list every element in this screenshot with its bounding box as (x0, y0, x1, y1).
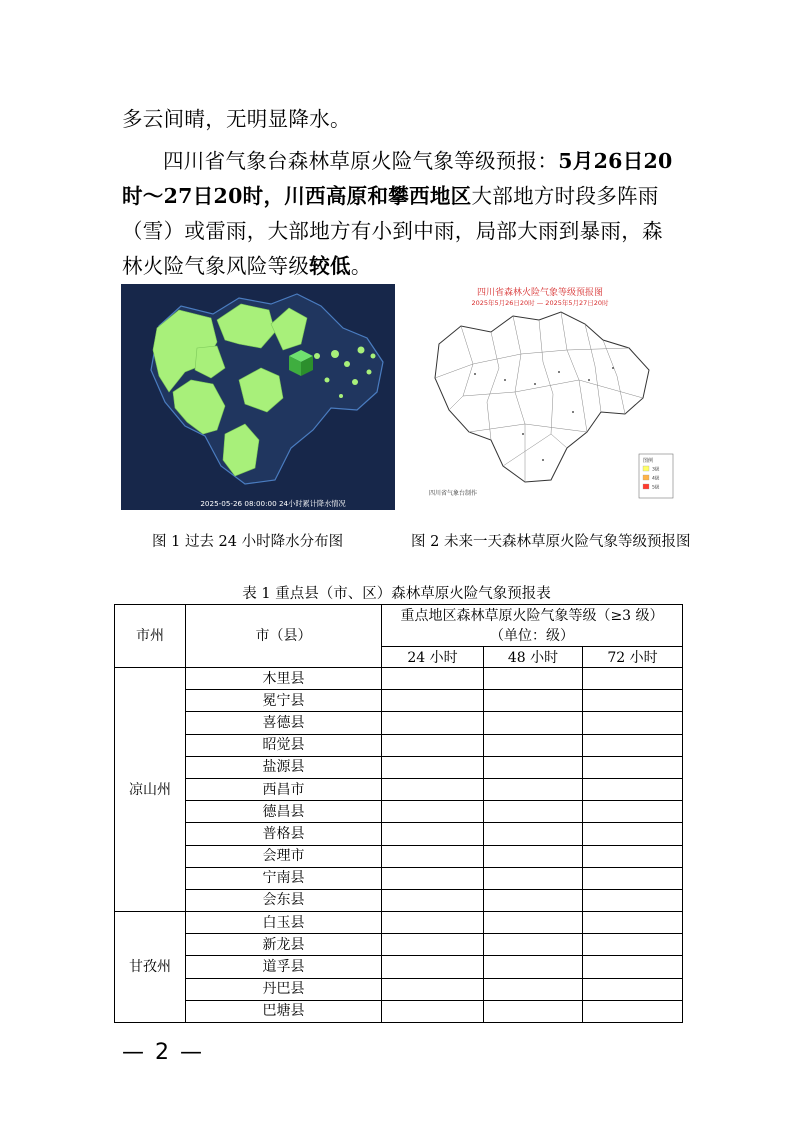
risk-level-cell-24h (382, 712, 484, 734)
fig2-legend-item-3: 5级 (652, 485, 660, 491)
header-risk-level (382, 605, 683, 647)
forecast-end: 。 (350, 254, 372, 278)
risk-level-cell-72h (583, 934, 683, 956)
header-72h: 72 小时 (583, 647, 683, 668)
precipitation-map-figure (121, 284, 395, 510)
paragraph-weather-line (122, 102, 682, 137)
table-row (115, 912, 683, 934)
table-row (115, 712, 683, 734)
risk-level-cell-24h (382, 845, 484, 867)
header-city: 市州 (115, 605, 186, 668)
risk-level-cell-72h (583, 778, 683, 800)
table-row (115, 934, 683, 956)
risk-level-cell-72h (583, 712, 683, 734)
risk-level-cell-48h (484, 889, 583, 911)
header-24h: 24 小时 (382, 647, 484, 668)
risk-level-cell-24h (382, 756, 484, 778)
risk-level-cell-72h (583, 734, 683, 756)
risk-level-cell-24h (382, 978, 484, 1000)
risk-level-cell-72h (583, 756, 683, 778)
risk-level-cell-72h (583, 867, 683, 889)
table-row (115, 734, 683, 756)
risk-level-cell-48h (484, 668, 583, 690)
risk-level-cell-48h (484, 801, 583, 823)
table-row (115, 756, 683, 778)
risk-level-cell-24h (382, 668, 484, 690)
risk-level-cell-48h (484, 845, 583, 867)
risk-level-cell-48h (484, 756, 583, 778)
table-row (115, 1000, 683, 1022)
forecast-body: 大部地方时段多阵雨（雪）或雷雨，大部地方有小到中雨，局部大雨到暴雨，森林火险气象风险等级 (122, 184, 663, 278)
county-cell: 德昌县 (186, 801, 382, 823)
figure-1-caption: 图 1 过去 24 小时降水分布图 (152, 534, 344, 550)
county-cell: 普格县 (186, 823, 382, 845)
county-cell: 会理市 (186, 845, 382, 867)
risk-level-cell-72h (583, 1000, 683, 1022)
risk-level-cell-48h (484, 712, 583, 734)
county-cell: 昭觉县 (186, 734, 382, 756)
table-row (115, 978, 683, 1000)
risk-level-cell-72h (583, 889, 683, 911)
table-row (115, 668, 683, 690)
risk-level-cell-72h (583, 956, 683, 978)
fig2-legend-item-2: 4级 (652, 476, 660, 482)
risk-level-cell-72h (583, 845, 683, 867)
risk-level-cell-48h (484, 934, 583, 956)
risk-level-cell-24h (382, 934, 484, 956)
page-number: — 2 — (122, 1040, 204, 1065)
risk-level-cell-48h (484, 912, 583, 934)
table-row (115, 778, 683, 800)
risk-level-cell-48h (484, 778, 583, 800)
risk-level-cell-24h (382, 690, 484, 712)
risk-level-cell-48h (484, 867, 583, 889)
county-cell: 木里县 (186, 668, 382, 690)
county-cell: 新龙县 (186, 934, 382, 956)
table-row (115, 845, 683, 867)
table-row (115, 801, 683, 823)
paragraph-forecast (122, 144, 682, 284)
county-cell: 冕宁县 (186, 690, 382, 712)
risk-level-cell-24h (382, 778, 484, 800)
city-cell: 甘孜州 (115, 912, 186, 1023)
table-row (115, 690, 683, 712)
table-body (115, 668, 683, 1023)
risk-level-cell-72h (583, 690, 683, 712)
fig2-subtitle: 2025年5月26日20时 — 2025年5月27日20时 (471, 299, 609, 307)
fire-risk-table (114, 604, 683, 1023)
risk-level-cell-48h (484, 734, 583, 756)
county-cell: 巴塘县 (186, 1000, 382, 1022)
county-cell: 道孚县 (186, 956, 382, 978)
fig1-stamp-text: 2025-05-26 08:00:00 24小时累计降水情况 (200, 499, 346, 508)
county-cell: 丹巴县 (186, 978, 382, 1000)
risk-level-cell-24h (382, 867, 484, 889)
risk-level-cell-72h (583, 823, 683, 845)
risk-level-cell-48h (484, 690, 583, 712)
risk-level-cell-24h (382, 823, 484, 845)
fig2-title: 四川省森林火险气象等级预报图 (476, 288, 604, 298)
forecast-prefix: 四川省气象台森林草原火险气象等级预报： (163, 149, 559, 173)
county-cell: 会东县 (186, 889, 382, 911)
header-risk-level-label: 重点地区森林草原火险气象等级（≥3 级） (400, 607, 664, 624)
fig2-legend-item-1: 3级 (652, 467, 660, 473)
risk-level-cell-24h (382, 956, 484, 978)
header-county: 市（县） (186, 605, 382, 668)
table-row (115, 956, 683, 978)
fig2-credit: 四川省气象台制作 (429, 490, 478, 497)
risk-level-cell-72h (583, 801, 683, 823)
fire-risk-map-figure (403, 284, 677, 510)
forecast-time-region: 5月26日20时～27日20时，川西高原和攀西地区 (122, 149, 673, 208)
risk-level-cell-24h (382, 734, 484, 756)
risk-level-cell-72h (583, 912, 683, 934)
table-row (115, 889, 683, 911)
county-cell: 西昌市 (186, 778, 382, 800)
county-cell: 盐源县 (186, 756, 382, 778)
risk-level-cell-72h (583, 978, 683, 1000)
table-row (115, 823, 683, 845)
risk-level-cell-48h (484, 956, 583, 978)
fig2-legend-title: 图例 (643, 458, 654, 464)
weather-line-text: 多云间晴，无明显降水。 (122, 107, 351, 131)
county-cell: 喜德县 (186, 712, 382, 734)
figure-2-caption: 图 2 未来一天森林草原火险气象等级预报图 (411, 534, 691, 550)
table-title: 表 1 重点县（市、区）森林草原火险气象预报表 (242, 586, 551, 602)
risk-level-cell-48h (484, 823, 583, 845)
risk-level-cell-48h (484, 1000, 583, 1022)
risk-level-cell-48h (484, 978, 583, 1000)
risk-level-cell-24h (382, 801, 484, 823)
risk-level-cell-72h (583, 668, 683, 690)
county-cell: 白玉县 (186, 912, 382, 934)
risk-level-cell-24h (382, 912, 484, 934)
forecast-level: 较低 (309, 254, 351, 278)
header-48h: 48 小时 (484, 647, 583, 668)
risk-level-cell-24h (382, 1000, 484, 1022)
precipitation-map-image (121, 284, 395, 510)
table-row (115, 867, 683, 889)
fire-risk-map-image (403, 284, 677, 510)
county-cell: 宁南县 (186, 867, 382, 889)
city-cell: 凉山州 (115, 668, 186, 912)
risk-level-cell-24h (382, 889, 484, 911)
header-risk-level-unit: （单位：级） (490, 627, 574, 644)
